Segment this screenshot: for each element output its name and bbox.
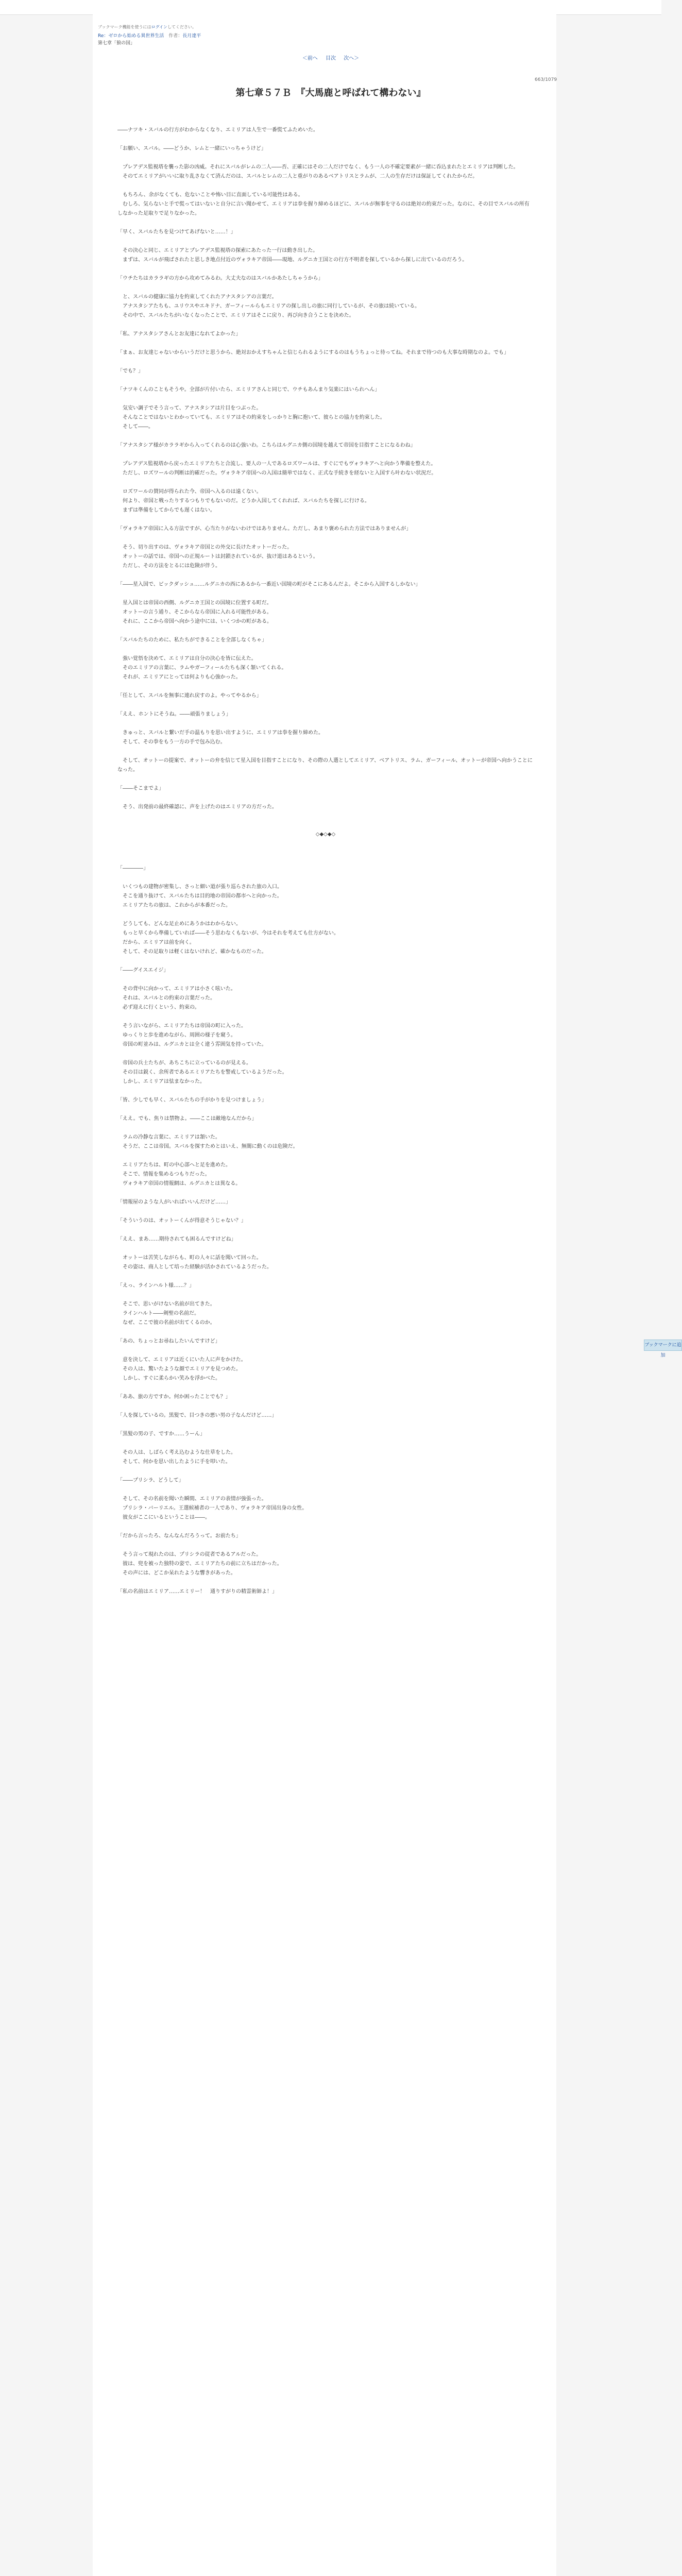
paragraph: 「ヴォラキア帝国に入る方法ですが、心当たりがないわけではありません。ただし、あまり褒められた方法ではありませんが」 (117, 526, 412, 532)
paragraph: と、スバルの健康に協力を約束してくれたアナスタシアの言葉だ。 アナスタシアたちも、ユリウスやエキドナ、ガーフィールらもエミリアの探し出しの旅に同行しているが、その旅は続いている。 その中で、スバルたちがいなくなったことで、エミリアはそこに戻り、再び向き合うことを決めた。 (122, 294, 420, 318)
paragraph: 意を決して、エミリアは近くにいた人に声をかけた。 その人は、驚いたような顔でエミリアを見つめた。 しかし、すぐに柔らかい笑みを浮かべた。 (122, 1357, 246, 1381)
paragraph: いくつもの建物が密集し、さっと細い道が張り巡らされた旅の入口。 そこを通り抜けて、スバルたちは目的地の帝国の都市へと向かった。 エミリアたちの旅は、これからが本番だった。 (122, 884, 282, 908)
side-bookmark-button[interactable]: ブックマークに追加 (644, 1340, 682, 1351)
paragraph: 「私、アナスタシアさんとお友達になれてよかった」 (117, 331, 241, 337)
paragraph: プレアデス監視塔から戻ったエミリアたちと合流し、要人の一人であるロズワールは、すぐにでもヴォラキアへと向かう準備を整えた。 ただし、ロズワールの判断は的確だった。ヴォラキア帝国への入国は簡単ではなく、正式な手続きを経ないと入国すら叶わない状況だ。 (122, 461, 437, 476)
episode-title: 第七章５７Ｂ 『大馬鹿と呼ばれて構わない』 (235, 88, 426, 98)
body-part-1 (117, 126, 534, 812)
paragraph: 強い覚悟を決めて、エミリアは自分の決心を皆に伝えた。 そのエミリアの言葉に、ラムやガーフィールたちも深く頷いてくれる。 それが、エミリアにとっては何よりも心強かった。 (122, 656, 287, 680)
body-part-2 (117, 864, 534, 1597)
author-name[interactable]: 長月達平 (182, 33, 201, 39)
paragraph: その背中に向かって、エミリアは小さく呟いた。 それは、スバルとの約束の言葉だった。 必ず迎えに行くという、約束の。 (122, 986, 236, 1010)
prev-link[interactable]: ＜前へ (302, 56, 318, 61)
paragraph: 「黒髪の男の子、ですか……うーん」 (117, 1431, 205, 1437)
series-line (98, 32, 201, 39)
paragraph: そう、出発前の最終確認に、声を上げたのはエミリアの方だった。 (117, 804, 277, 810)
scene-separator: ◇◆◇◆◇ (315, 832, 336, 837)
paragraph: 「ああ、旅の方ですか。何か困ったことでも？」 (117, 1394, 231, 1400)
paragraph: 「ええ。でも、焦りは禁物よ。――ここは敵地なんだから」 (117, 1116, 257, 1122)
paragraph: 「そういうのは、オットーくんが得意そうじゃない？」 (117, 1218, 246, 1224)
paragraph: 「人を探しているの。黒髪で、目つきの悪い男の子なんだけど……」 (117, 1413, 277, 1418)
paragraph: そう言いながら、エミリアたちは帝国の町に入った。 ゆっくりと歩を進めながら、周囲の様子を窺う。 帝国の町並みは、ルグニカとは全く違う雰囲気を持っていた。 (122, 1023, 267, 1047)
paragraph: 「だから言ったろ、なんなんだろうって。お前たち」 (117, 1533, 241, 1539)
chapter-name: 第七章「狼の国」 (98, 41, 135, 46)
paragraph: そこで、思いがけない名前が出てきた。 ラインハルト――剣聖の名前だ。 なぜ、ここで彼の名前が出てくるのか。 (122, 1301, 215, 1326)
paragraph: 星入国とは帝国の西側、ルグニカ王国との国境に位置する町だ。 オットーの言う通り、そこからなら帝国に入れる可能性がある。 それに、ここから帝国へ向かう途中には、いくつかの町がある。 (122, 600, 272, 624)
paragraph: 「――プリシラ、どうして」 (117, 1478, 184, 1483)
paragraph: 「皆、少しでも早く、スバルたちの手がかりを見つけましょう」 (117, 1097, 267, 1103)
paragraph: 「でも？」 (117, 368, 143, 374)
paragraph: どうしても、どんな足止めにあうかはわからない。 もっと早くから準備していれば――そう思わなくもないが、今はそれを考えても仕方がない。 だから、エミリアは前を向く。 そして、その足取りは軽くはないけれど、確かなものだった。 (122, 921, 339, 955)
paragraph: 「まぁ、お友達じゃないからいうだけと思うから、絶対おかえすちゃんと信じられるようにするのはもうちょっと待ってね。それまで待つのも大事な時期なのよ。でも」 (117, 350, 509, 355)
paragraph: そう、切り出すのは、ヴォラキア帝国との外交に長けたオットーだった。 オットーの話では、帝国への正規ルートは封鎖されているが、抜け道はあるという。 ただし、その方法をとるには危険が伴う。 (122, 545, 318, 569)
paragraph: そして、オットーの提案で、オットーの弁を信じて星入国を目指すことになり、その際の人選としてエミリア、ベアトリス、ラム、ガーフィール、オットーが帝国へ向かうことになった。 (117, 758, 533, 773)
paragraph: 「――――」 (117, 866, 148, 871)
paragraph: ロズワールの賛同が得られた今、帝国へ入るのは遠くない。 何より、帝国と戦ったりするつもりでもないのだ。どうか入国してくれれば、スバルたちを探しに行ける。 まずは準備をしてからでも遅くはない。 (122, 489, 370, 513)
author-label: 作者： (168, 33, 183, 39)
paragraph: 「ええ、ホントにそうね。――頑張りましょう」 (117, 711, 231, 717)
paragraph: 「お願い、スバル。――どうか、レムと一緒にいっちゃうけど」 (117, 146, 266, 151)
paragraph: もちろん、余がなくても、危ないことや怖い目に直面している可能性はある。 むしろ、気らないと手で慌ってはいないと自分に言い聞かせて、エミリアは拳を握り締めるほどに、スバルが無事を守るのは絶対の約束だった。なのに、その目でスバルの所有しなかった足取りで足りなかった。 (117, 192, 530, 216)
paragraph: 帝国の兵士たちが、あちこちに立っているのが見える。 その目は鋭く、余所者であるエミリアたちを警戒しているようだった。 しかし、エミリアは怯まなかった。 (122, 1060, 287, 1084)
paragraph: 「あの、ちょっとお尋ねしたいんですけど」 (117, 1338, 220, 1344)
paragraph: そう言って現れたのは、プリシラの従者であるアルだった。 彼は、兜を被った独特の姿で、エミリアたちの前に立ちはだかった。 その声には、どこか呆れたような響きがあった。 (122, 1552, 282, 1576)
paragraph: 「ウチたちはカララギの方から攻めてみるわ。大丈夫なのはスバルかあたしちゃうから」 (117, 276, 323, 281)
notice-prefix: ブックマーク機能を使うには (98, 25, 151, 29)
paragraph: きゅっと、スバルと繋いだ手の温もりを思い出すように、エミリアは拳を握り締めた。 そして、その拳をもう一方の手で包み込む。 (122, 730, 323, 745)
paragraph: 「スバルたちのために、私たちができることを全部しなくちゃ」 (117, 637, 267, 643)
paragraph: その決心と同じ、エミリアとプレアデス監視塔の探索にあたった一行は動き出した。 まずは、スバルが飛ばされたと思しき地点付近のヴォラキア帝国――現地、ルグニカ王国との行方不明者を探しているから探しに出ているのだろう。 (122, 248, 468, 263)
paragraph: エミリアたちは、町の中心部へと足を進めた。 そこで、情報を集めるつもりだった。 ヴォラキア帝国の情報網は、ルグニカとは異なる。 (122, 1162, 241, 1187)
paragraph: 「ええ、まあ……期待されても困るんですけどね」 (117, 1236, 236, 1242)
paragraph: 「早く、スバルたちを見つけてあげないと……！」 (117, 229, 236, 235)
paragraph: その人は、しばらく考え込むような仕草をした。 そして、何かを思い出したように手を叩いた。 (122, 1450, 236, 1465)
paragraph: 「情報屋のような人がいればいいんだけど……」 (117, 1199, 231, 1205)
paragraph: 気安い調子でそう言って、アナスタシアは片目をつぶった。 そんなことではないとわかっていても、エミリアはその約束をしっかりと胸に抱いて、彼らとの協力を約束した。 そして――。 (122, 405, 385, 430)
next-link[interactable]: 次へ＞ (344, 56, 360, 61)
notice-suffix: してください。 (167, 25, 197, 29)
episode-number: 663/1079 (535, 77, 557, 82)
paragraph: 「ナツキくんのこともそうや。全部が片付いたら、エミリアさんと同じで、ウチもあんまり気楽にはいられへん」 (117, 387, 380, 393)
paragraph: 「――そこまでよ」 (117, 786, 164, 791)
paragraph: 「私の名前はエミリア……エミリー！ 通りすがりの精霊術師よ！」 (117, 1589, 277, 1595)
bookmark-notice (98, 24, 196, 30)
paragraph: ラムの冷静な言葉に、エミリアは頷いた。 そうだ、ここは帝国。スバルを探すためとはいえ、無闇に動くのは危険だ。 (122, 1134, 298, 1149)
paragraph: ――ナツキ・スバルの行方がわからなくなり、エミリアは人生で一番慌てふためいた。 (117, 127, 318, 133)
paragraph: 「――星入国で、ビックダッシュ……ルグニカの西にあるから一番近い国境の町がそこにあるんだよ。そこから入国するしかない」 (117, 582, 421, 587)
paragraph: そして、その名前を聞いた瞬間、エミリアの表情が強張った。 プリシラ・バーリエル。王選候補者の一人であり、ヴォラキア帝国出身の女性。 彼女がここにいるということは――。 (122, 1496, 308, 1520)
paragraph: オットーは苦笑しながらも、町の人々に話を聞いて回った。 その姿は、商人として培った経験が活かされているようだった。 (122, 1255, 272, 1270)
paragraph: 「アナスタシア様がカララギから入ってくれるのは心強いわ。こちらはルグニカ側の国境を越えて帝国を目指すことになるわね」 (117, 443, 416, 448)
paragraph: 「――グイスエイジ」 (117, 968, 169, 973)
paragraph: 「えっ、ラインハルト様……？」 (117, 1283, 194, 1289)
pager-top (0, 54, 661, 61)
series-title[interactable]: Re：ゼロから始める異世界生活 (98, 33, 164, 39)
toc-link[interactable]: 目次 (326, 56, 336, 61)
paragraph: 「任として、スバルを無事に連れ戻すのよ。やってやるから」 (117, 693, 262, 699)
notice-login-link[interactable]: ログイン (151, 25, 168, 29)
paragraph: プレアデス監視塔を襲った影の凶威。それにスバルがレムの二人――否、正確にはその二人だけでなく、もう一人の不確定要素が一緒に呑込まれたとエミリアは判断した。 そのてエミリアがいいに取り乱さなくて済んだのは、スバルとレムの二人と重がりのあるベアトリスとラムが、二人の生存だけは保証してくれたからだ。 (122, 164, 519, 179)
novel-body (117, 126, 534, 1606)
